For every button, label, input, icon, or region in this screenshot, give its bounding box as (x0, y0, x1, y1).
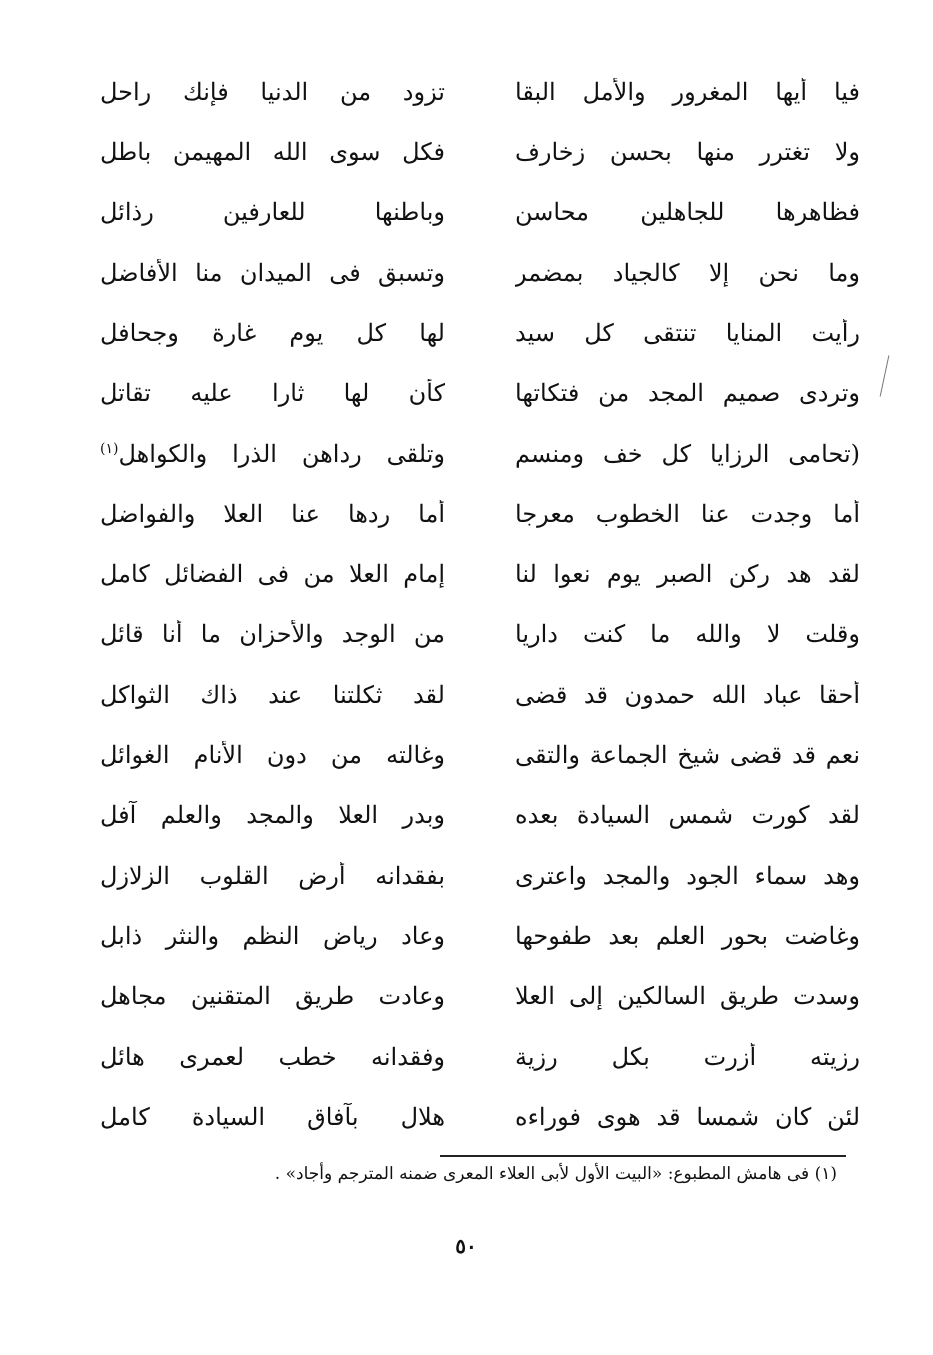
verse-second-hemistich: بفقدانه أرض القلوب الزلازل (100, 861, 445, 890)
verse-first-hemistich: ولا تغترر منها بحسن زخارف (515, 138, 860, 167)
verse-line (100, 544, 860, 604)
verse-first-hemistich: وهد سماء الجود والمجد واعترى (515, 861, 860, 890)
verse-second-hemistich: وبدر العلا والمجد والعلم آفل (100, 801, 445, 830)
footnote-rule (440, 1155, 846, 1157)
verse-line (100, 122, 860, 182)
verse-line (100, 725, 860, 785)
verse-line (100, 966, 860, 1026)
verse-line (100, 484, 860, 544)
verse-first-hemistich: لئن كان شمسا قد هوى فوراءه (515, 1102, 860, 1131)
verse-second-hemistich: وتلقى رداهن الذرا والكواهل$^{(١)}$ (100, 439, 445, 468)
verse-first-hemistich: وقلت لا والله ما كنت داريا (515, 620, 860, 649)
verse-line (100, 1087, 860, 1147)
footnote-reference: (١) (100, 440, 119, 457)
verse-second-hemistich: وعادت طريق المتقنين مجاهل (100, 982, 445, 1011)
verse-first-hemistich: فيا أيها المغرور والأمل البقا (515, 77, 860, 106)
verse-first-hemistich: وما نحن إلا كالجياد بمضمر (515, 258, 860, 287)
verse-second-hemistich: وباطنها للعارفين رذائل (100, 198, 445, 227)
page-number: ٥٠ (455, 1234, 477, 1258)
verse-line (100, 183, 860, 243)
verse-second-hemistich: تزود من الدنيا فإنك راحل (100, 77, 445, 106)
verse-line (100, 62, 860, 122)
verse-second-hemistich: أما ردها عنا العلا والفواضل (100, 499, 445, 528)
verse-second-hemistich: من الوجد والأحزان ما أنا قائل (100, 620, 445, 649)
verse-line (100, 846, 860, 906)
verse-first-hemistich: وغاضت بحور العلم بعد طفوحها (515, 921, 860, 950)
footnote: (١) فى هامش المطبوع: «البيت الأول لأبى العلاء المعرى ضمنه المترجم وأجاد» . (274, 1164, 837, 1184)
verse-first-hemistich: أما وجدت عنا الخطوب معرجا (515, 499, 860, 528)
verse-first-hemistich: وتردى صميم المجد من فتكاتها (515, 379, 860, 408)
verse-line (100, 605, 860, 665)
poem-verses (100, 62, 860, 1147)
verse-line (100, 1027, 860, 1087)
verse-first-hemistich: وسدت طريق السالكين إلى العلا (515, 982, 860, 1011)
verse-second-hemistich: وعاد رياض النظم والنثر ذابل (100, 921, 445, 950)
verse-line (100, 665, 860, 725)
verse-first-hemistich: رزيته أزرت بكل رزية (515, 1042, 860, 1071)
verse-line (100, 424, 860, 484)
verse-first-hemistich: أحقا عباد الله حمدون قد قضى (515, 680, 860, 709)
verse-first-hemistich: رأيت المنايا تنتقى كل سيد (515, 318, 860, 347)
verse-line (100, 243, 860, 303)
verse-second-hemistich: كأن لها ثارا عليه تقاتل (100, 379, 445, 408)
verse-line (100, 906, 860, 966)
verse-first-hemistich: فظاهرها للجاهلين محاسن (515, 198, 860, 227)
verse-second-hemistich: هلال بآفاق السيادة كامل (100, 1102, 445, 1131)
verse-second-hemistich: وفقدانه خطب لعمرى هائل (100, 1042, 445, 1071)
verse-second-hemistich: فكل سوى الله المهيمن باطل (100, 138, 445, 167)
verse-second-hemistich: وتسبق فى الميدان منا الأفاضل (100, 258, 445, 287)
verse-first-hemistich: نعم قد قضى شيخ الجماعة والتقى (515, 741, 860, 770)
verse-second-hemistich: لها كل يوم غارة وجحافل (100, 318, 445, 347)
verse-second-hemistich: وغالته من دون الأنام الغوائل (100, 741, 445, 770)
verse-line (100, 363, 860, 423)
margin-mark (880, 355, 890, 396)
verse-line (100, 303, 860, 363)
verse-second-hemistich: إمام العلا من فى الفضائل كامل (100, 560, 445, 589)
verse-first-hemistich: لقد كورت شمس السيادة بعده (515, 801, 860, 830)
verse-second-hemistich: لقد ثكلتنا عند ذاك الثواكل (100, 680, 445, 709)
verse-first-hemistich: لقد هد ركن الصبر يوم نعوا لنا (515, 560, 860, 589)
verse-line (100, 786, 860, 846)
verse-first-hemistich: (تحامى الرزايا كل خف ومنسم (515, 439, 860, 468)
